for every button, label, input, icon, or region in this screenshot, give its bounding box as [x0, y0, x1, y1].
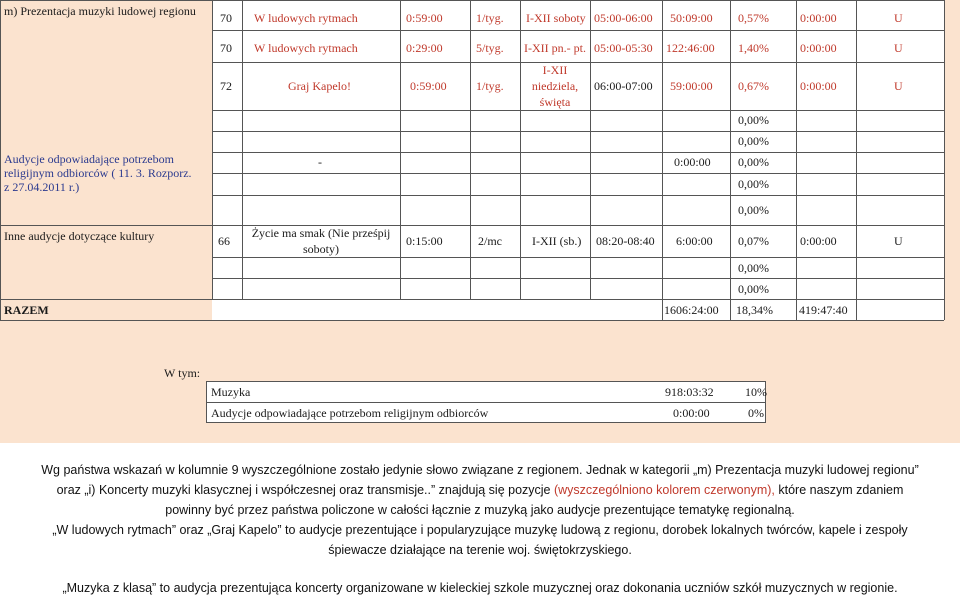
note-highlight: (wyszczególniono kolorem czerwonym),	[553, 483, 775, 497]
period: I-XII pn.- pt.	[524, 41, 586, 55]
summary-time: 0:00:00	[673, 406, 710, 420]
hours: 05:00-05:30	[594, 41, 653, 55]
total-premiere: 419:47:40	[799, 303, 848, 317]
share: 0,00%	[738, 113, 769, 127]
total-share: 18,34%	[736, 303, 773, 317]
summary-time: 918:03:32	[665, 385, 714, 399]
flag: U	[894, 79, 903, 93]
period: I-XII soboty	[526, 11, 586, 25]
duration: 0:59:00	[410, 79, 447, 93]
flag: U	[894, 11, 903, 25]
duration: 0:59:00	[406, 11, 443, 25]
period-line: niedziela,	[531, 79, 579, 93]
share: 0,00%	[738, 177, 769, 191]
premiere-time: 0:00:00	[800, 234, 837, 248]
program-title: W ludowych rytmach	[254, 41, 358, 55]
row-number: 66	[218, 234, 230, 248]
note-line: Wg państwa wskazań w kolumnie 9 wyszczególnione zostało jedynie słowo związane z regionem. Jednak w kategorii „m) Prezentacja muzyki ludowej regionu”	[41, 463, 919, 477]
share: 0,00%	[738, 134, 769, 148]
summary-name: Muzyka	[211, 385, 251, 399]
share: 0,00%	[738, 261, 769, 275]
period-line: I-XII	[542, 63, 568, 77]
summary-row	[207, 402, 765, 423]
summary-name: Audycje odpowiadające potrzebom religijnym odbiorców	[211, 406, 489, 420]
flag: U	[894, 41, 903, 55]
share: 0,67%	[738, 79, 769, 93]
premiere-time: 0:00:00	[800, 79, 837, 93]
total-time: 1606:24:00	[664, 303, 719, 317]
share: 0,07%	[738, 234, 769, 248]
hours: 08:20-08:40	[596, 234, 655, 248]
program-title: Graj Kapelo!	[288, 79, 351, 93]
period-line: święta	[539, 95, 571, 109]
note-text: oraz „i) Koncerty muzyki klasycznej i współczesnej oraz transmisje..” znajdują się pozycje	[56, 483, 554, 497]
flag: U	[894, 234, 903, 248]
total-time: 59:00:00	[670, 79, 713, 93]
share: 0,00%	[738, 155, 769, 169]
program-title: W ludowych rytmach	[254, 11, 358, 25]
program-title-line: soboty)	[303, 242, 339, 256]
total-time: 6:00:00	[676, 234, 713, 248]
summary-share: 0%	[748, 406, 764, 420]
note-line: „Muzyka z klasą” to audycja prezentująca koncerty organizowane w kieleckiej szkole muzycznej oraz dokonania uczniów szkół muzycznych w regionie.	[62, 581, 898, 595]
summary-label: W tym:	[164, 366, 201, 380]
frequency: 5/tyg.	[476, 41, 504, 55]
row-number: 70	[220, 11, 232, 25]
share: 0,57%	[738, 11, 769, 25]
frequency: 1/tyg.	[476, 79, 504, 93]
summary-share: 10%	[745, 385, 767, 399]
frequency: 2/mc	[478, 234, 502, 248]
hours: 06:00-07:00	[594, 79, 653, 93]
total-time: 0:00:00	[674, 155, 711, 169]
note-text: które naszym zdaniem	[774, 483, 904, 497]
note-line: „W ludowych rytmach” oraz „Graj Kapelo” to audycje prezentujące i popularyzujące muzykę ludową z regionu, dorobek lokalnych twórców, kapele i zespoły	[52, 523, 908, 537]
note-line: śpiewacze działające na terenie woj. świętokrzyskiego.	[328, 543, 632, 557]
category-culture: Inne audycje dotyczące kultury	[4, 229, 155, 243]
premiere-time: 0:00:00	[800, 41, 837, 55]
hours: 05:00-06:00	[594, 11, 653, 25]
row-number: 72	[220, 79, 232, 93]
category-m: m) Prezentacja muzyki ludowej regionu	[4, 4, 196, 18]
frequency: 1/tyg.	[476, 11, 504, 25]
total-time: 50:09:00	[670, 11, 713, 25]
summary-row	[207, 382, 765, 403]
category-total: RAZEM	[4, 303, 49, 317]
total-time: 122:46:00	[666, 41, 715, 55]
note-line: powinny być przez państwa policzone w całości łącznie z muzyką jako audycje prezentujące tematykę regionalną.	[165, 503, 795, 517]
category-religious: Audycje odpowiadające potrzebom religijnym odbiorców ( 11. 3. Rozporz. z 27.04.2011 r.)	[4, 152, 192, 194]
program-title-line: Życie ma smak (Nie prześpij	[251, 226, 391, 240]
program-title: -	[318, 155, 322, 169]
duration: 0:15:00	[406, 234, 443, 248]
share: 0,00%	[738, 282, 769, 296]
period: I-XII (sb.)	[532, 234, 582, 248]
row-number: 70	[220, 41, 232, 55]
note-line	[0, 480, 960, 500]
share: 1,40%	[738, 41, 769, 55]
summary-table	[206, 381, 766, 423]
premiere-time: 0:00:00	[800, 11, 837, 25]
duration: 0:29:00	[406, 41, 443, 55]
share: 0,00%	[738, 203, 769, 217]
explanatory-notes	[0, 460, 960, 597]
